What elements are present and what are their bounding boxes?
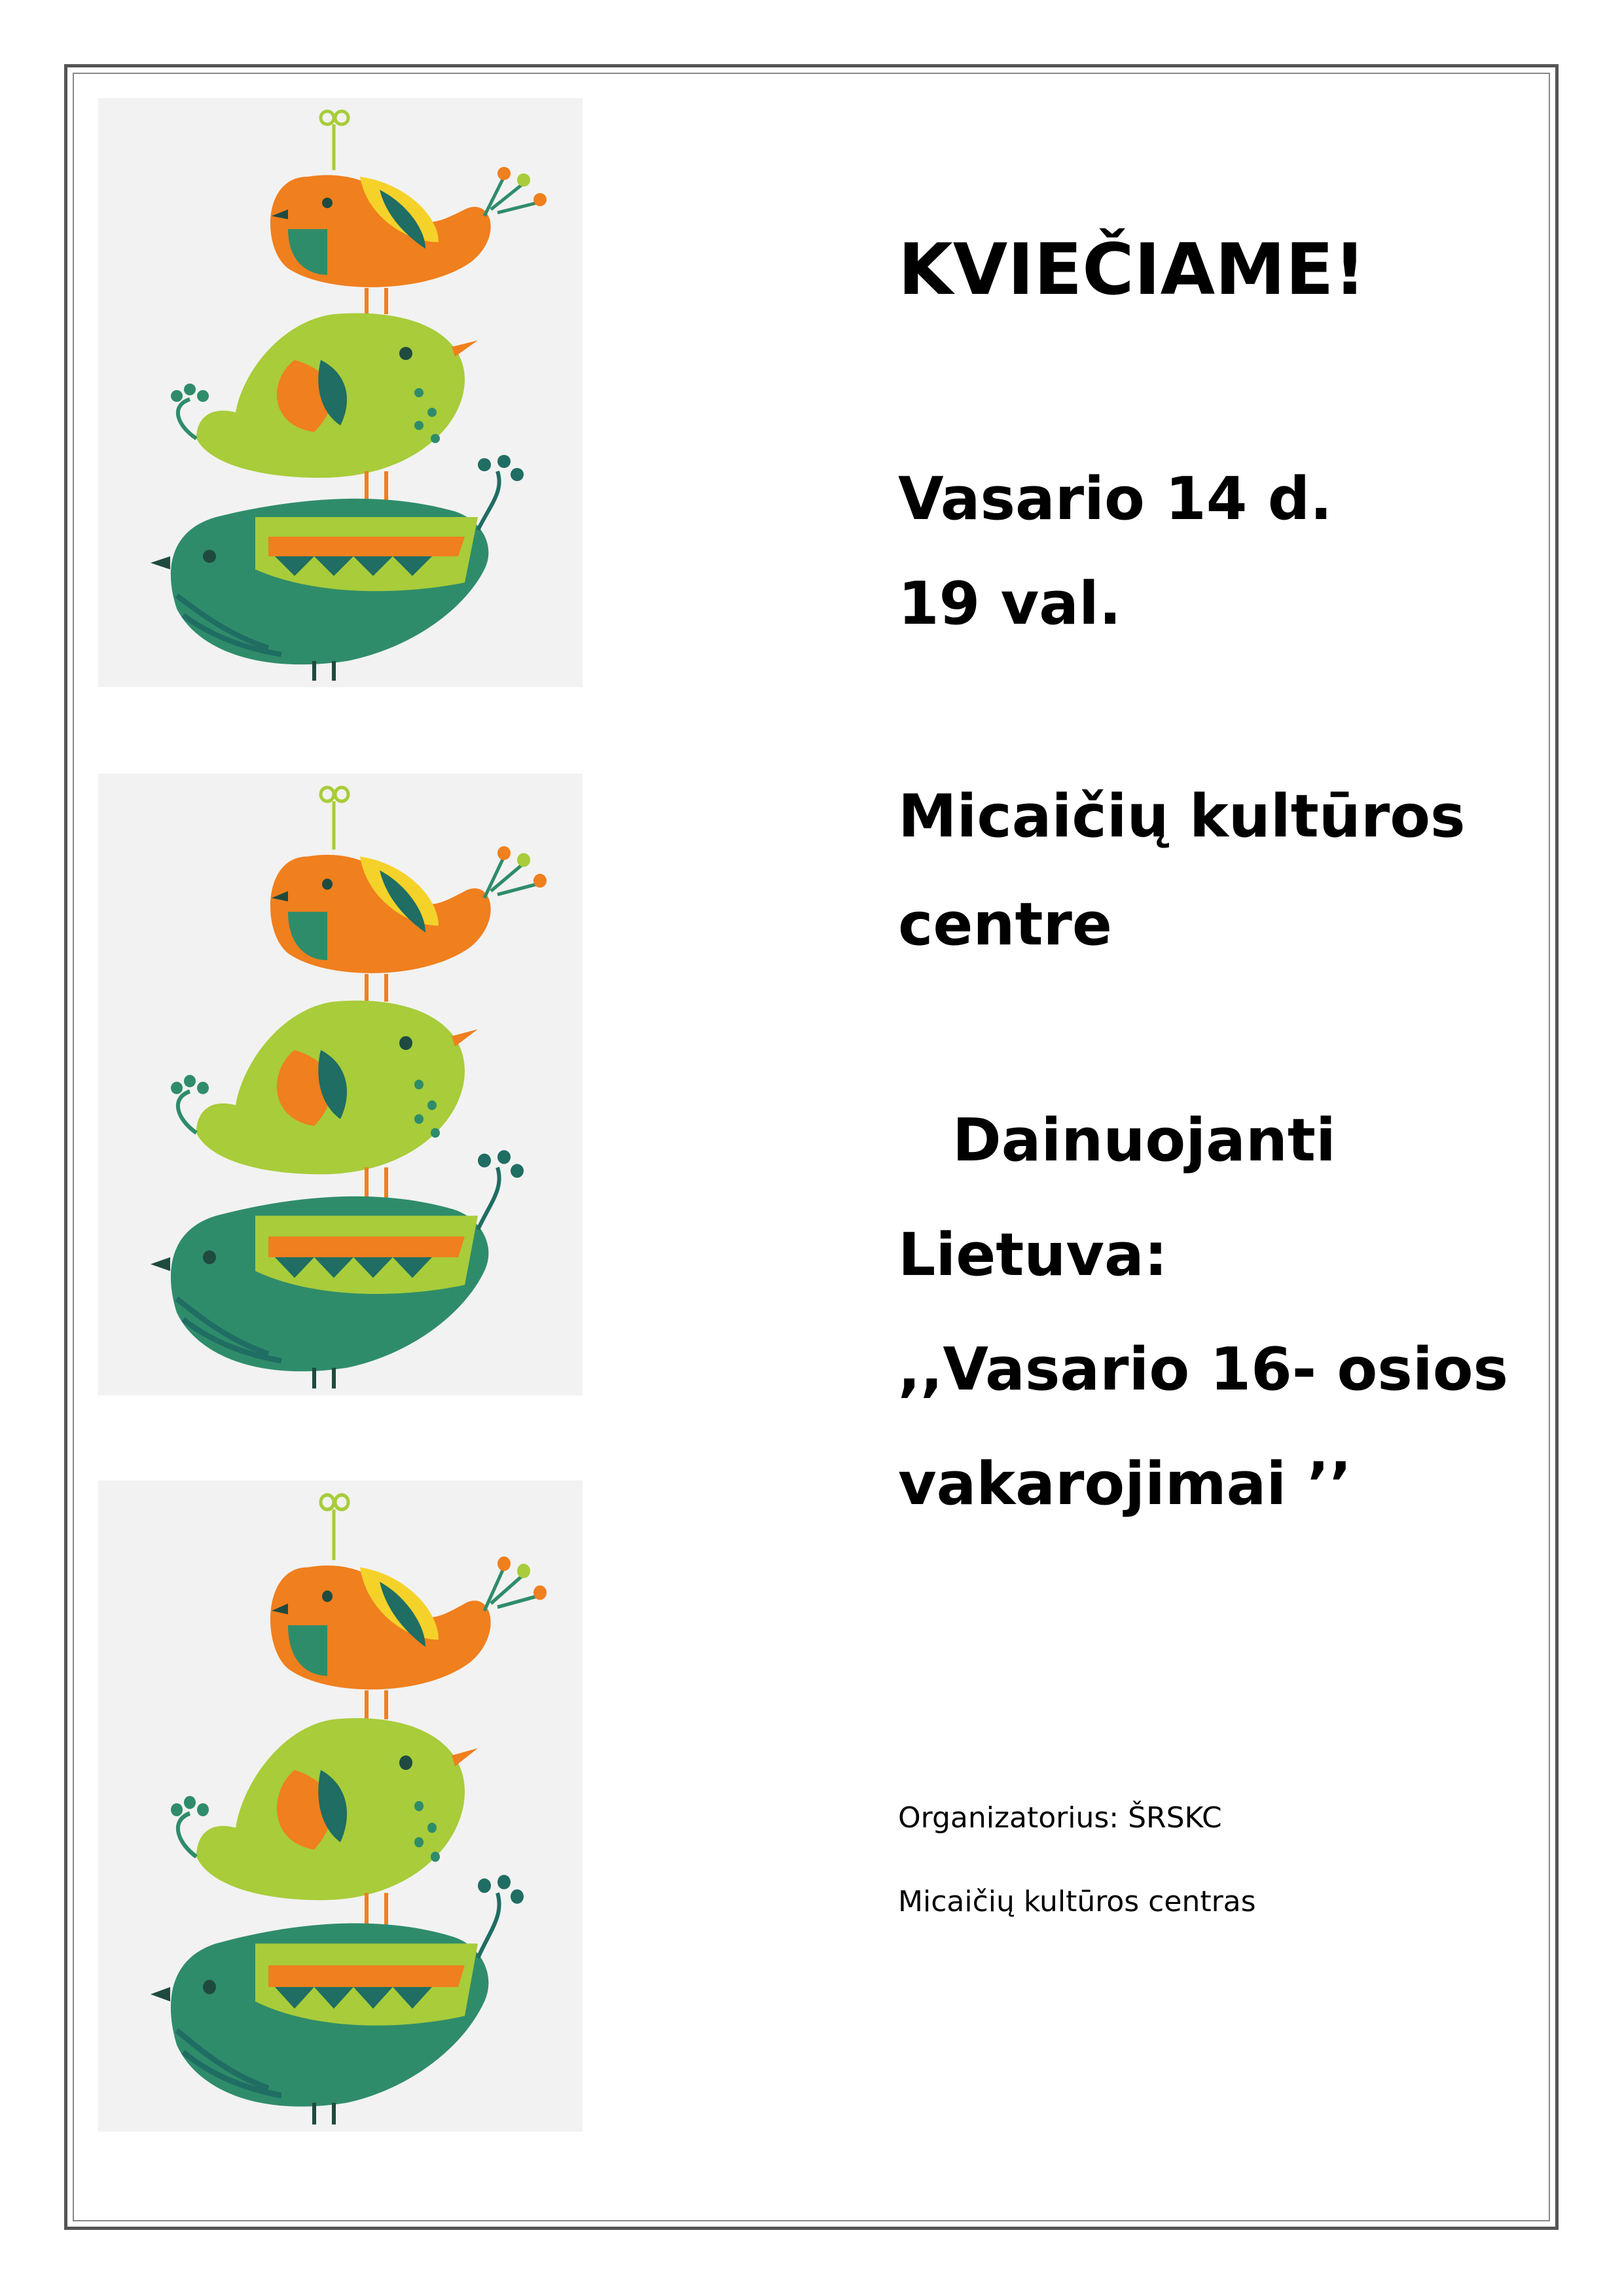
organizer-line-1: Organizatorius: ŠRSKC [898,1801,1222,1835]
light-green-bird [171,313,478,504]
event-name-line-2: Lietuva: [898,1221,1168,1289]
dark-green-bird [151,1875,524,2125]
birds-illustration-1 [98,98,583,687]
event-date: Vasario 14 d. [898,465,1333,533]
stacked-birds-image [98,98,583,687]
light-green-bird [171,1001,478,1202]
light-green-bird [171,1718,478,1929]
venue-line-2: centre [898,890,1112,959]
birds-illustration-3 [98,1480,583,2132]
organizer-line-2: Micaičių kultūros centras [898,1885,1256,1918]
orange-bird [270,1495,547,1719]
event-name-line-3: ,,Vasario 16- osios [898,1335,1509,1404]
invitation-title: KVIEČIAME! [898,229,1366,311]
orange-bird [270,111,547,314]
event-name-line-1: Dainuojanti [952,1106,1336,1175]
orange-bird [270,787,547,1001]
event-time: 19 val. [898,569,1122,638]
stacked-birds-image [98,1480,583,2132]
stacked-birds-image [98,774,583,1395]
venue-line-1: Micaičių kultūros [898,782,1466,851]
dark-green-bird [151,1150,524,1388]
event-name-line-4: vakarojimai ’’ [898,1450,1352,1518]
birds-illustration-2 [98,774,583,1395]
dark-green-bird [151,455,524,681]
